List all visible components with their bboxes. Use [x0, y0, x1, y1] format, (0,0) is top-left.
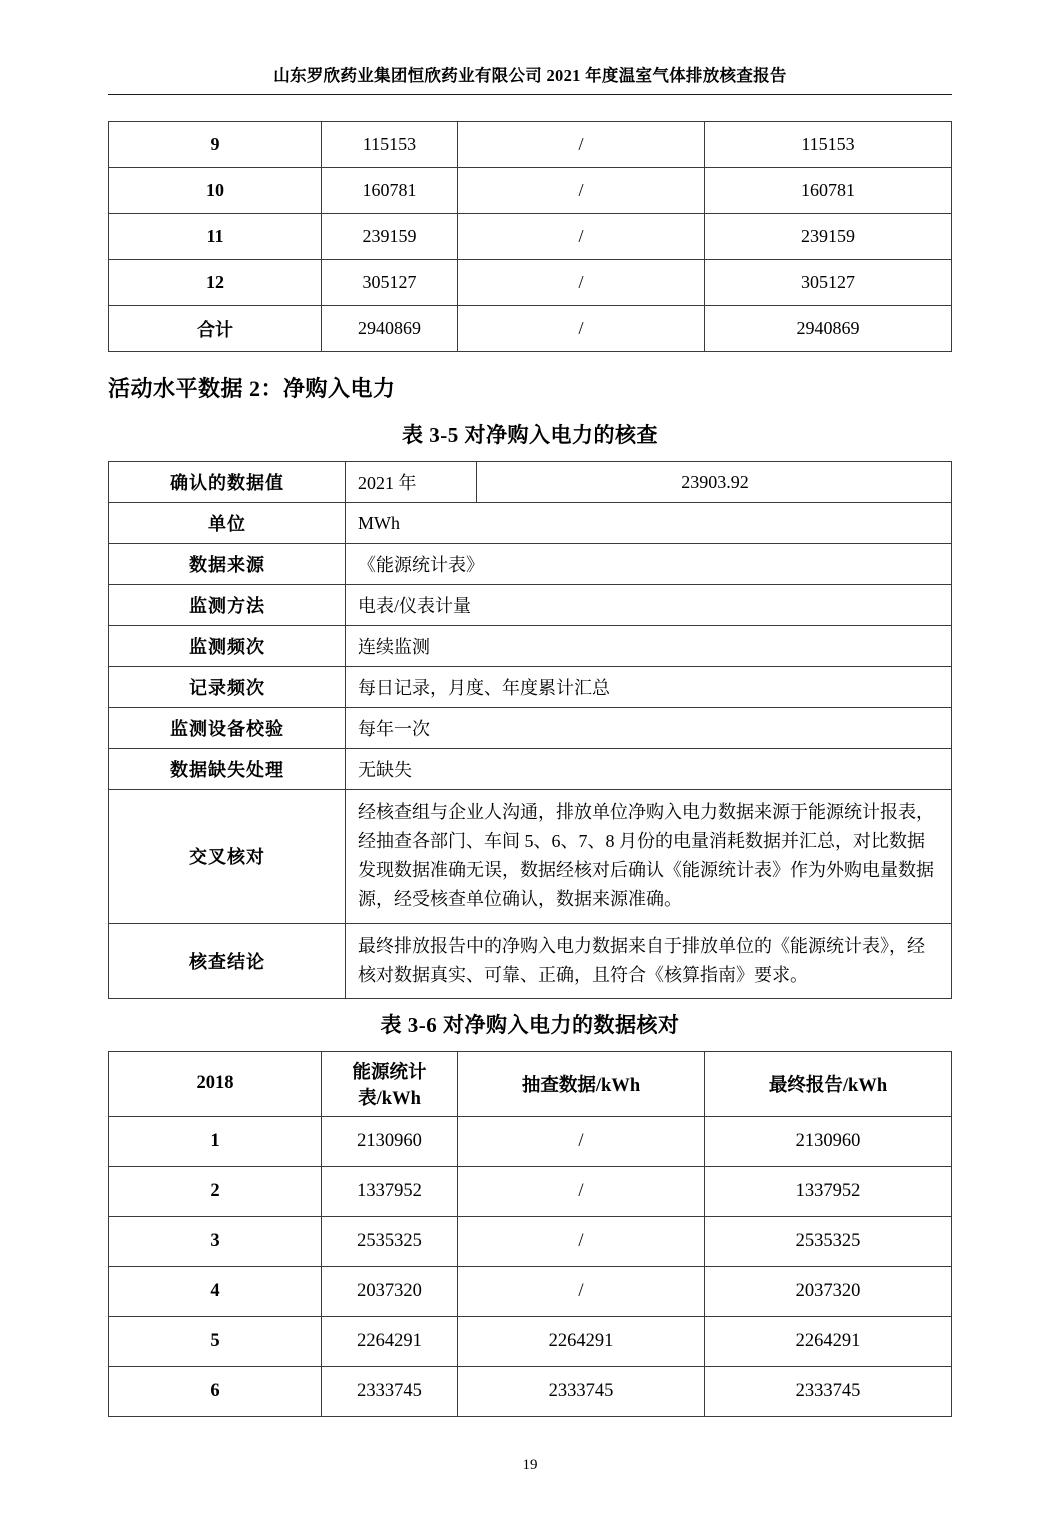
cell-final: 1337952 [705, 1166, 952, 1216]
row-value: 23903.92 [477, 462, 952, 503]
row-label: 确认的数据值 [109, 462, 346, 503]
table-row [109, 1166, 952, 1216]
cell-final: 2264291 [705, 1316, 952, 1366]
table-3-5 [108, 461, 952, 999]
cell-final: 239159 [705, 214, 952, 260]
cell-total-final: 2940869 [705, 306, 952, 352]
table-row [109, 790, 952, 924]
cell-month: 12 [109, 260, 322, 306]
table-3-5-caption: 表 3-5 对净购入电力的核查 [402, 423, 658, 447]
cell-month: 4 [109, 1266, 322, 1316]
cell-stat: 239159 [322, 214, 458, 260]
cell-stat: 115153 [322, 122, 458, 168]
cell-month: 1 [109, 1116, 322, 1166]
cell-stat: 2037320 [322, 1266, 458, 1316]
cell-sample: / [458, 168, 705, 214]
table-row [109, 1366, 952, 1416]
table-row [109, 260, 952, 306]
row-label: 数据来源 [109, 544, 346, 585]
cell-month: 10 [109, 168, 322, 214]
cell-final: 115153 [705, 122, 952, 168]
cell-total-sample: / [458, 306, 705, 352]
row-value: 无缺失 [346, 749, 952, 790]
cell-stat: 305127 [322, 260, 458, 306]
row-value: 电表/仪表计量 [346, 585, 952, 626]
cell-total-stat: 2940869 [322, 306, 458, 352]
cell-final: 2130960 [705, 1116, 952, 1166]
table-3-6 [108, 1051, 952, 1417]
table-row [109, 1116, 952, 1166]
table-header-row [109, 1051, 952, 1116]
row-value: MWh [346, 503, 952, 544]
table-row [109, 749, 952, 790]
cell-stat: 160781 [322, 168, 458, 214]
cell-final: 2535325 [705, 1216, 952, 1266]
cell-sample: / [458, 214, 705, 260]
cell-month: 9 [109, 122, 322, 168]
table-row [109, 122, 952, 168]
column-header-stat: 能源统计表/kWh [322, 1051, 458, 1116]
table-row [109, 462, 952, 503]
cell-sample: / [458, 1216, 705, 1266]
table-row [109, 544, 952, 585]
cell-stat: 2264291 [322, 1316, 458, 1366]
table-row [109, 1316, 952, 1366]
row-value: 经核查组与企业人沟通，排放单位净购入电力数据来源于能源统计报表，经抽查各部门、车间 5、6、7、8 月份的电量消耗数据并汇总，对比数据发现数据准确无误，数据经核对后确认《能源统计表》作为外购电量数据源，经受核查单位确认，数据来源准确。 [346, 790, 952, 924]
cell-sample: 2333745 [458, 1366, 705, 1416]
cell-stat: 2130960 [322, 1116, 458, 1166]
row-label: 监测频次 [109, 626, 346, 667]
row-value: 最终排放报告中的净购入电力数据来自于排放单位的《能源统计表》，经核对数据真实、可靠、正确，且符合《核算指南》要求。 [346, 923, 952, 998]
cell-sample: / [458, 1166, 705, 1216]
table-row [109, 585, 952, 626]
cell-month: 3 [109, 1216, 322, 1266]
cell-final: 2333745 [705, 1366, 952, 1416]
table-row [109, 667, 952, 708]
table-row [109, 1216, 952, 1266]
row-label: 记录频次 [109, 667, 346, 708]
table-row [109, 923, 952, 998]
cell-final: 2037320 [705, 1266, 952, 1316]
cell-sample: / [458, 1116, 705, 1166]
column-header-final: 最终报告/kWh [705, 1051, 952, 1116]
cell-stat: 2535325 [322, 1216, 458, 1266]
row-value: 连续监测 [346, 626, 952, 667]
cell-sample: / [458, 260, 705, 306]
row-label: 交叉核对 [109, 790, 346, 924]
cell-sample: / [458, 1266, 705, 1316]
table-row [109, 168, 952, 214]
cell-month: 2 [109, 1166, 322, 1216]
steam-monthly-table [108, 121, 952, 352]
row-label: 监测设备校验 [109, 708, 346, 749]
page-number: 19 [522, 1457, 538, 1473]
cell-sample: 2264291 [458, 1316, 705, 1366]
row-label: 核查结论 [109, 923, 346, 998]
row-value: 每日记录，月度、年度累计汇总 [346, 667, 952, 708]
row-value: 《能源统计表》 [346, 544, 952, 585]
cell-month: 5 [109, 1316, 322, 1366]
table-row [109, 214, 952, 260]
cell-final: 160781 [705, 168, 952, 214]
row-label: 数据缺失处理 [109, 749, 346, 790]
cell-month: 11 [109, 214, 322, 260]
table-row [109, 1266, 952, 1316]
running-header: 山东罗欣药业集团恒欣药业有限公司 2021 年度温室气体排放核查报告 [108, 62, 952, 95]
column-header-sample: 抽查数据/kWh [458, 1051, 705, 1116]
cell-final: 305127 [705, 260, 952, 306]
table-row [109, 708, 952, 749]
cell-sample: / [458, 122, 705, 168]
row-label: 单位 [109, 503, 346, 544]
section-title: 活动水平数据 2：净购入电力 [108, 376, 396, 401]
row-value: 每年一次 [346, 708, 952, 749]
row-label: 监测方法 [109, 585, 346, 626]
cell-stat: 1337952 [322, 1166, 458, 1216]
table-row [109, 503, 952, 544]
table-row [109, 626, 952, 667]
cell-month: 6 [109, 1366, 322, 1416]
table-3-6-caption: 表 3-6 对净购入电力的数据核对 [380, 1012, 680, 1037]
cell-total-label: 合计 [109, 306, 322, 352]
column-header-year: 2018 [109, 1051, 322, 1116]
table-row-total [109, 306, 952, 352]
cell-stat: 2333745 [322, 1366, 458, 1416]
row-year: 2021 年 [346, 462, 477, 503]
